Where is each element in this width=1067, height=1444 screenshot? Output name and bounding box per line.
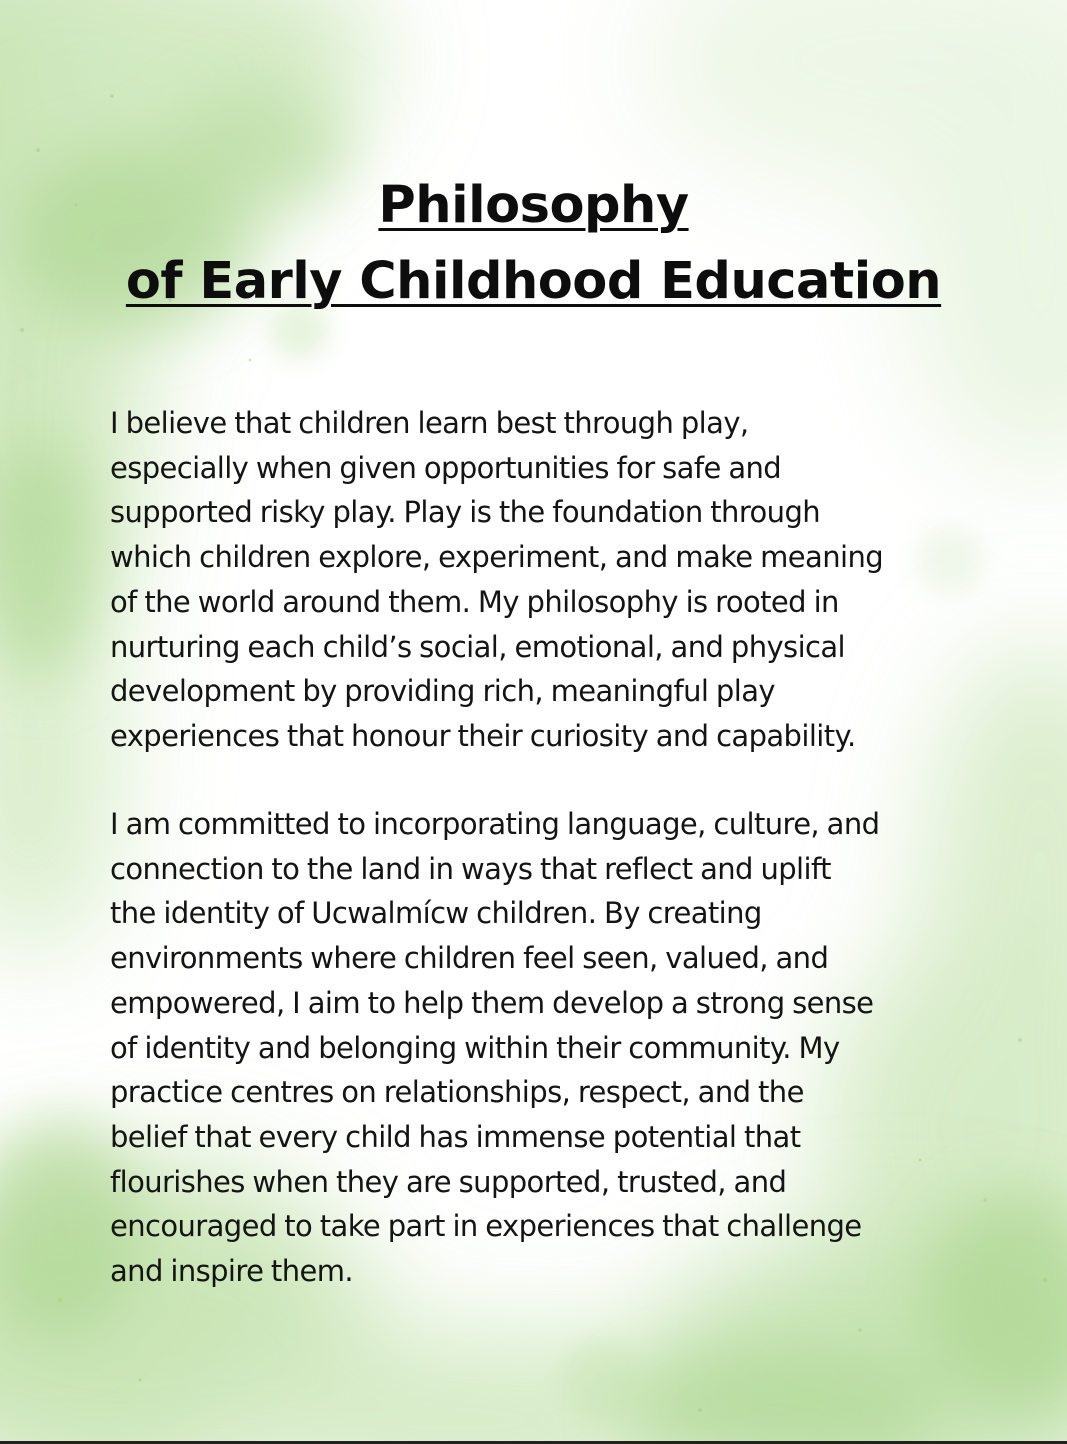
paragraph-line: belief that every child has immense potential that — [110, 1119, 801, 1154]
paragraph-line: practice centres on relationships, respect, and the — [110, 1075, 804, 1110]
paragraph-line: supported risky play. Play is the foundation through — [110, 495, 821, 530]
page-title — [0, 168, 1067, 320]
paragraph-line: of identity and belonging within their community. My — [110, 1030, 840, 1065]
paragraph-line: of the world around them. My philosophy is rooted in — [110, 584, 839, 619]
paragraph-line: flourishes when they are supported, trusted, and — [110, 1164, 787, 1199]
paragraph-line: I believe that children learn best through play, — [110, 406, 749, 440]
paragraph-line: I am committed to incorporating language, culture, and — [110, 807, 880, 841]
title-line-2: of Early Childhood Education — [125, 252, 942, 311]
paragraph-line: environments where children feel seen, valued, and — [110, 941, 829, 976]
paragraph-line: encouraged to take part in experiences that challenge — [110, 1209, 862, 1244]
paragraph-line: nurturing each child’s social, emotional, and physical — [110, 629, 845, 664]
paragraph-line: experiences that honour their curiosity and capability. — [110, 718, 856, 753]
paragraph-line: development by providing rich, meaningful play — [110, 674, 775, 709]
title-line-1: Philosophy — [378, 176, 689, 235]
paragraph-line: especially when given opportunities for safe and — [110, 450, 782, 485]
philosophy-paragraph-2 — [110, 802, 990, 1294]
paragraph-line: the identity of Ucwalmícw children. By creating — [110, 896, 762, 931]
paragraph-line: and inspire them. — [110, 1254, 353, 1289]
philosophy-paragraph-1 — [110, 401, 990, 759]
paragraph-line: which children explore, experiment, and make meaning — [110, 540, 884, 575]
paragraph-line: empowered, I aim to help them develop a strong sense — [110, 985, 874, 1020]
paragraph-line: connection to the land in ways that reflect and uplift — [110, 851, 831, 886]
